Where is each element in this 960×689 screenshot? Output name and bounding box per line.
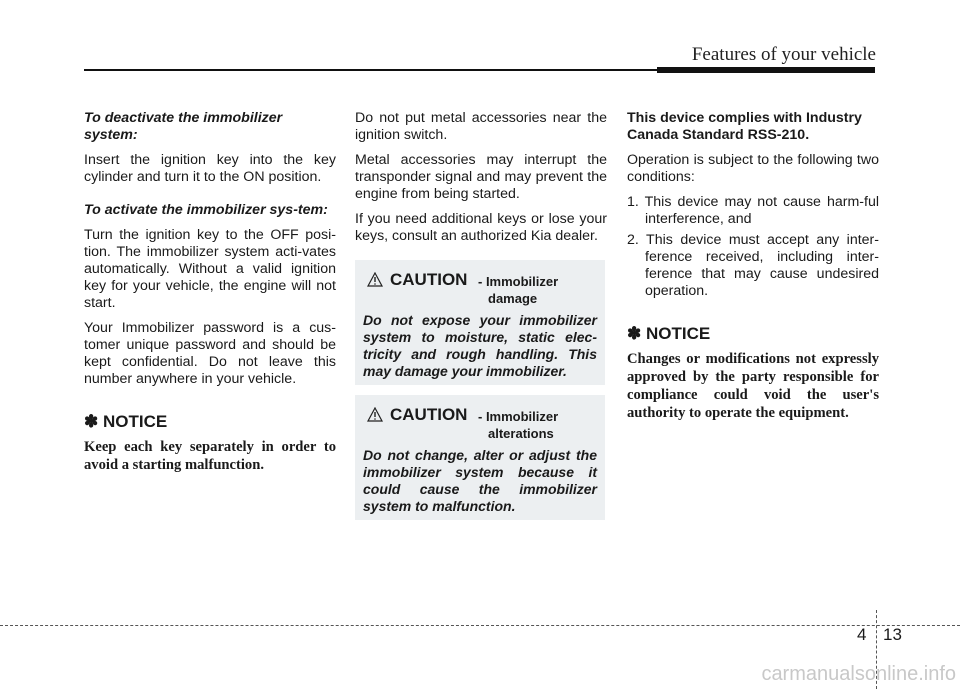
password-text: Your Immobilizer password is a cus-tomer unique password and should be kept confidential. Do not leave this number anywhere in your vehicle.: [84, 320, 336, 387]
caution-subtitle: - Immobilizer: [478, 274, 559, 289]
notice-label: NOTICE: [102, 412, 168, 431]
caution-subtitle: - Immobilizer: [478, 409, 559, 424]
header-rule-accent: [657, 67, 875, 73]
header-title: Features of your vehicle: [691, 44, 876, 65]
notice-label: NOTICE: [645, 324, 711, 343]
activate-text: Turn the ignition key to the OFF posi-tion. The immobilizer system acti-vates automatically. Without a valid ignition key for your vehicle, the engine will not start.: [84, 227, 336, 311]
warning-triangle-icon: [367, 272, 383, 287]
chapter-number: 4: [857, 625, 867, 644]
watermark: carmanualsonline.info: [761, 663, 956, 685]
caution-label: CAUTION: [390, 405, 468, 424]
notice-heading: [84, 412, 336, 432]
metal-accessories-text: Do not put metal accessories near the ignition switch.: [355, 110, 607, 143]
operation-text: Operation is subject to the following two conditions:: [627, 152, 879, 185]
caution-text: Do not expose your immobilizer system to moisture, static elec-tricity and rough handling. This may damage your immobilizer.: [363, 312, 597, 379]
column-middle: [355, 110, 607, 253]
warning-triangle-icon: [367, 407, 383, 422]
caution-text: Do not change, alter or adjust the immobilizer system because it could cause the immobilizer system to malfunction.: [363, 447, 597, 514]
notice-star-icon: ✽: [627, 324, 642, 343]
caution-subtitle-2: alterations: [488, 426, 554, 441]
dealer-text: If you need additional keys or lose your keys, consult an authorized Kia dealer.: [355, 211, 607, 244]
conditions-list: [627, 194, 879, 300]
list-item: 2. This device must accept any inter-ference received, including inter-ference that may cause undesired operation.: [627, 232, 879, 299]
deactivate-text: Insert the ignition key into the key cylinder and turn it to the ON position.: [84, 152, 336, 185]
footer-rule: [0, 625, 960, 626]
notice-text: Changes or modifications not expressly approved by the party responsible for compliance could void the user's authority to operate the equipment.: [627, 351, 879, 421]
caution-label: CAUTION: [390, 270, 468, 289]
column-right: [627, 110, 879, 430]
activate-heading: To activate the immobilizer sys-tem:: [84, 202, 328, 218]
caution-subtitle-2: damage: [488, 291, 538, 306]
page-number: 13: [883, 625, 902, 644]
column-left: [84, 110, 336, 482]
notice-star-icon: ✽: [84, 412, 99, 431]
notice-heading: [627, 324, 879, 344]
list-item: 1. This device may not cause harm-ful interference, and: [627, 194, 879, 227]
deactivate-heading: To deactivate the immobilizer system:: [84, 110, 283, 143]
caution-box-damage: [355, 260, 605, 385]
compliance-text: This device complies with Industry Canada Standard RSS-210.: [627, 110, 862, 143]
caution-box-alterations: [355, 395, 605, 520]
notice-text: Keep each key separately in order to avoid a starting malfunction.: [84, 439, 336, 473]
interrupt-text: Metal accessories may interrupt the transponder signal and may prevent the engine from being started.: [355, 152, 607, 202]
